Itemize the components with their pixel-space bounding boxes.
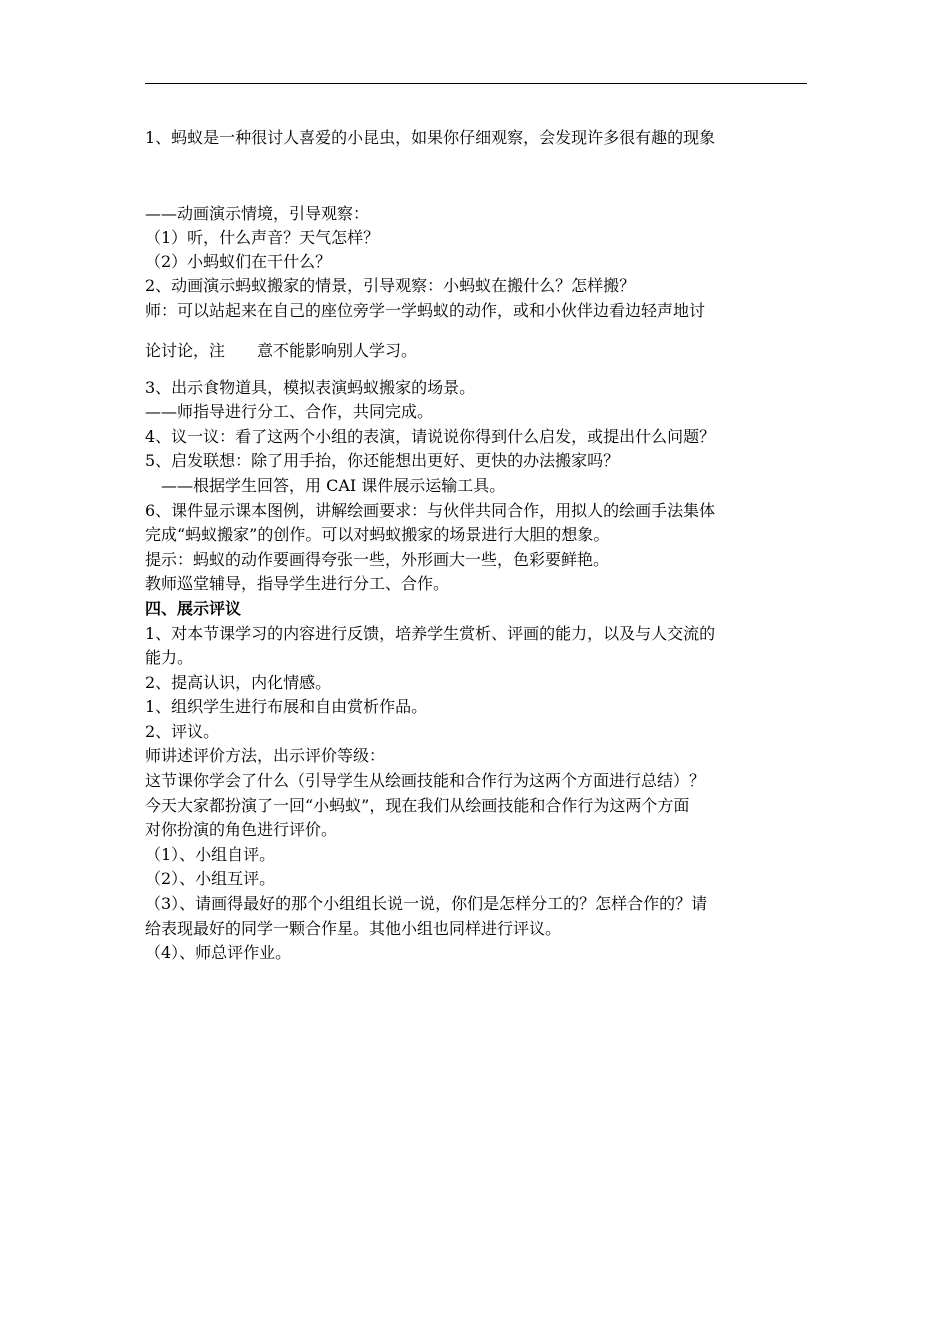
text-line: ——根据学生回答，用 CAI 课件展示运输工具。 xyxy=(145,476,506,495)
text-line: 1、组织学生进行布展和自由赏析作品。 xyxy=(145,697,428,716)
text-line: 3、出示食物道具，模拟表演蚂蚁搬家的场景。 xyxy=(145,378,476,397)
text-line: （3）、请画得最好的那个小组组长说一说，你们是怎样分工的？怎样合作的？请 xyxy=(145,894,708,913)
text-line: 教师巡堂辅导，指导学生进行分工、合作。 xyxy=(145,574,450,593)
text-line: （2）小蚂蚁们在干什么？ xyxy=(145,252,332,271)
text-line: 2、提高认识，内化情感。 xyxy=(145,673,332,692)
text-line: 1、蚂蚁是一种很讨人喜爱的小昆虫，如果你仔细观察，会发现许多很有趣的现象 xyxy=(145,128,716,147)
text-line: 这节课你学会了什么（引导学生从绘画技能和合作行为这两个方面进行总结）？ xyxy=(145,771,706,790)
text-line: 完成“蚂蚁搬家”的创作。可以对蚂蚁搬家的场景进行大胆的想象。 xyxy=(145,525,610,544)
section-heading: 四、展示评议 xyxy=(145,599,242,618)
text-line: （4）、师总评作业。 xyxy=(145,943,292,962)
text-line: （1）听，什么声音？天气怎样？ xyxy=(145,228,380,247)
text-line: 2、动画演示蚂蚁搬家的情景，引导观察：小蚂蚁在搬什么？怎样搬？ xyxy=(145,276,636,295)
text-line: 6、课件显示课本图例，讲解绘画要求：与伙伴共同合作，用拟人的绘画手法集体 xyxy=(145,501,716,520)
text-line: 能力。 xyxy=(145,648,194,667)
text-line: 1、对本节课学习的内容进行反馈，培养学生赏析、评画的能力，以及与人交流的 xyxy=(145,624,716,643)
text-line: 今天大家都扮演了一回“小蚂蚁”，现在我们从绘画技能和合作行为这两个方面 xyxy=(145,796,690,815)
text-line: （1）、小组自评。 xyxy=(145,845,276,864)
text-line: 提示：蚂蚁的动作要画得夸张一些，外形画大一些，色彩要鲜艳。 xyxy=(145,550,610,569)
text-line: 论讨论，注 意不能影响别人学习。 xyxy=(145,341,418,360)
text-line: 对你扮演的角色进行评价。 xyxy=(145,820,338,839)
text-line: 5、启发联想：除了用手抬，你还能想出更好、更快的办法搬家吗？ xyxy=(145,451,620,470)
text-line: ——动画演示情境，引导观察： xyxy=(145,204,370,223)
text-line: 师讲述评价方法，出示评价等级： xyxy=(145,746,386,765)
text-line: （2）、小组互评。 xyxy=(145,869,276,888)
text-line: 给表现最好的同学一颗合作星。其他小组也同样进行评议。 xyxy=(145,919,562,938)
text-line: 2、评议。 xyxy=(145,722,220,741)
text-line: 4、议一议：看了这两个小组的表演，请说说你得到什么启发，或提出什么问题？ xyxy=(145,427,716,446)
text-line: ——师指导进行分工、合作，共同完成。 xyxy=(145,402,434,421)
header-rule xyxy=(145,83,807,84)
text-line: 师：可以站起来在自己的座位旁学一学蚂蚁的动作，或和小伙伴边看边轻声地讨 xyxy=(145,301,706,320)
